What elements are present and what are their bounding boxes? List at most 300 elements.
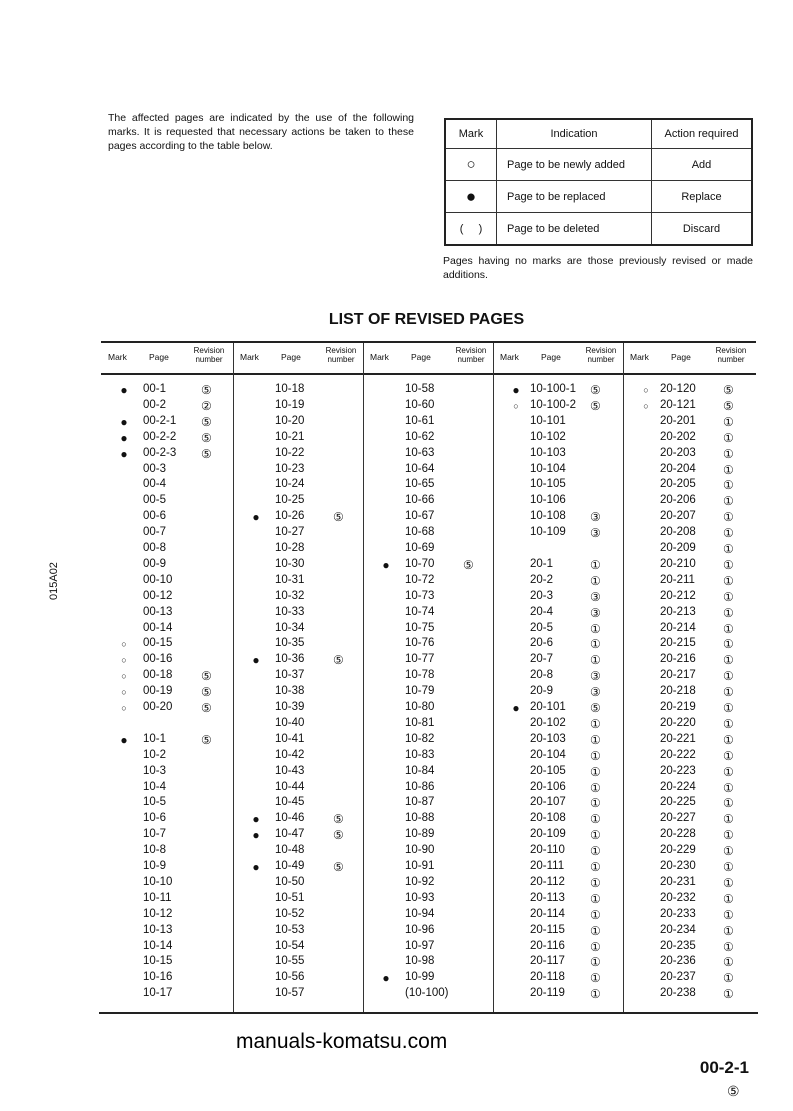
table-row: [623, 510, 754, 526]
revision-mark: ○: [121, 671, 127, 682]
table-row: [101, 940, 232, 956]
page-number: 10-11: [143, 891, 172, 904]
revision-mark: ●: [120, 430, 128, 445]
page-number: 10-86: [405, 780, 435, 793]
page-number: 20-229: [660, 844, 696, 857]
table-row: [233, 844, 364, 860]
page-number: 20-102: [530, 716, 566, 729]
table-row: [101, 844, 232, 860]
page-number: 20-217: [660, 669, 696, 682]
page-number: 20-205: [660, 478, 696, 491]
revision-number: ①: [590, 653, 601, 668]
page-number: 10-70: [405, 557, 435, 570]
page-number: 20-207: [660, 510, 696, 523]
revision-number: ⑤: [590, 398, 601, 413]
header-mark: Mark: [370, 352, 389, 362]
page-number: 10-35: [275, 637, 305, 650]
table-row: [233, 542, 364, 558]
table-row: [363, 685, 494, 701]
page-number: 20-121: [660, 398, 696, 411]
table-row: [493, 447, 624, 463]
page-number: 20-228: [660, 828, 696, 841]
revision-number: ⑤: [723, 383, 734, 397]
page-number: 10-104: [530, 462, 566, 475]
page-number: 00-2: [143, 398, 167, 411]
page-number: 00-10: [143, 573, 173, 586]
table-row: [493, 415, 624, 431]
revision-number: ①: [723, 701, 734, 715]
table-row: [493, 558, 624, 574]
table-row: [233, 653, 364, 669]
revision-number: ①: [590, 923, 601, 938]
table-row: [493, 876, 624, 892]
table-row: [493, 765, 624, 781]
page-number: 10-76: [405, 637, 435, 650]
table-row: [101, 494, 232, 510]
table-row: [493, 892, 624, 908]
page-number: 20-119: [530, 987, 565, 1000]
page-number: 10-24: [275, 478, 305, 491]
legend-action: Discard: [652, 213, 753, 246]
revision-number: ③: [590, 669, 601, 684]
table-row: [493, 749, 624, 765]
page-number: 10-55: [275, 955, 305, 968]
page-number: 10-82: [405, 732, 435, 745]
page-number: 10-79: [405, 685, 435, 698]
legend-table: [444, 118, 753, 246]
revision-number: ⑤: [201, 383, 212, 397]
page-number: 10-97: [405, 939, 435, 952]
table-row: [101, 749, 232, 765]
page-number: 10-101: [530, 414, 566, 427]
table-row: [493, 733, 624, 749]
revision-number: ①: [723, 796, 734, 811]
page-number: 10-74: [405, 605, 435, 618]
revision-number: ①: [590, 828, 601, 843]
revision-number: ⑤: [590, 383, 601, 397]
revision-number: ①: [723, 414, 734, 429]
footer-page-number: 00-2-1: [699, 1058, 749, 1077]
table-row: [623, 828, 754, 844]
table-row: [363, 749, 494, 765]
revision-number: ①: [723, 891, 734, 906]
revision-number: ①: [590, 939, 601, 954]
revision-mark: ●: [252, 653, 260, 668]
page-number: 00-9: [143, 557, 167, 570]
table-row: [493, 924, 624, 940]
table-row: [233, 717, 364, 733]
table-row: [101, 478, 232, 494]
table-row: [623, 415, 754, 431]
revision-mark: ○: [121, 639, 127, 650]
page-number: 10-37: [275, 669, 305, 682]
table-row: [233, 463, 364, 479]
table-row: [493, 653, 624, 669]
table-row: [101, 558, 232, 574]
revision-number: ①: [590, 955, 601, 970]
table-row: [493, 510, 624, 526]
page-number: 10-14: [143, 939, 173, 952]
page-number: 20-2: [530, 573, 554, 586]
header-page: Page: [281, 352, 301, 362]
page-number: 20-208: [660, 526, 696, 539]
table-row: [623, 876, 754, 892]
revision-number: ①: [590, 573, 601, 588]
page-number: 20-234: [660, 923, 696, 936]
page-number: 20-221: [660, 732, 696, 745]
page-number: 10-43: [275, 764, 305, 777]
page-number: 20-220: [660, 716, 696, 729]
page-number: 10-28: [275, 542, 305, 554]
table-row: [623, 701, 754, 717]
revision-number: ③: [590, 526, 601, 541]
table-row: [101, 526, 232, 542]
page-number: 20-215: [660, 637, 696, 650]
page-number: 10-108: [530, 510, 566, 523]
revision-number: ①: [590, 764, 601, 779]
page-number: 10-12: [143, 907, 173, 920]
revision-number: ①: [723, 939, 734, 954]
table-row: [363, 844, 494, 860]
page-number: 10-26: [275, 510, 305, 523]
table-row: [623, 765, 754, 781]
revision-number: ⑤: [333, 828, 344, 843]
table-row: [363, 908, 494, 924]
table-row: [623, 971, 754, 987]
table-row: [493, 844, 624, 860]
table-row: [623, 908, 754, 924]
legend-row: [445, 213, 752, 246]
table-row: [101, 908, 232, 924]
revision-number: ⑤: [723, 398, 734, 413]
table-row: [493, 955, 624, 971]
table-row: [363, 987, 494, 1003]
header-mark: Mark: [108, 352, 127, 362]
page-number: 10-4: [143, 780, 167, 793]
header-mark: Mark: [630, 352, 649, 362]
page-number: 10-33: [275, 605, 305, 618]
page-number: 10-36: [275, 653, 305, 666]
revision-number: ①: [590, 732, 601, 747]
table-row: [363, 860, 494, 876]
table-row: [101, 987, 232, 1003]
revision-number: ①: [723, 621, 734, 636]
table-row: [101, 574, 232, 590]
table-row: [623, 637, 754, 653]
revision-number: ①: [723, 605, 734, 620]
page-number: 00-14: [143, 621, 173, 634]
table-row: [363, 781, 494, 797]
page-number: 20-214: [660, 621, 696, 634]
page-number: 20-237: [660, 971, 696, 984]
page-number: 10-63: [405, 446, 435, 459]
table-row: [623, 733, 754, 749]
page-number: 10-13: [143, 923, 173, 936]
table-row: [233, 701, 364, 717]
page-number: 10-98: [405, 955, 435, 968]
page-number: 10-60: [405, 398, 435, 411]
page-number: 10-102: [530, 430, 566, 443]
table-row: [363, 463, 494, 479]
page-number: 10-19: [275, 398, 305, 411]
page-number: 10-23: [275, 462, 305, 475]
table-row: [493, 685, 624, 701]
revision-number: ⑤: [201, 414, 212, 429]
table-row: [493, 971, 624, 987]
page-number: 10-66: [405, 494, 435, 507]
table-row: [101, 892, 232, 908]
page-number: 10-17: [143, 987, 173, 1000]
table-row: [493, 812, 624, 828]
table-row: [233, 478, 364, 494]
table-row: [101, 765, 232, 781]
revision-mark: ●: [252, 510, 260, 525]
table-row: [623, 844, 754, 860]
page-number: 20-8: [530, 669, 554, 682]
revision-number: ⑤: [201, 446, 212, 461]
table-row: [623, 478, 754, 494]
page-number: 00-16: [143, 653, 173, 666]
page-number: 10-99: [405, 971, 435, 984]
page-number: 10-21: [275, 430, 305, 443]
page-number: 10-2: [143, 748, 167, 761]
header-page: Page: [149, 352, 169, 362]
revision-number: ⑤: [333, 653, 344, 668]
table-row: [101, 669, 232, 685]
table-row: [101, 399, 232, 415]
page-number: 00-6: [143, 510, 167, 523]
revision-number: ①: [723, 462, 734, 477]
table-row: [101, 606, 232, 622]
table-row: [233, 765, 364, 781]
legend-row: [445, 181, 752, 213]
page-number: 10-73: [405, 589, 435, 602]
table-row: [101, 733, 232, 749]
table-row: [363, 431, 494, 447]
table-row: [233, 860, 364, 876]
page-number: 10-81: [405, 716, 435, 729]
table-row: [623, 717, 754, 733]
page-number: 20-213: [660, 605, 696, 618]
page-number: 10-16: [143, 971, 173, 984]
table-row: [493, 828, 624, 844]
page-number: 10-87: [405, 796, 435, 809]
table-row: [623, 558, 754, 574]
table-row: [233, 606, 364, 622]
table-row: [363, 590, 494, 606]
table-row: [101, 622, 232, 638]
revision-number: ①: [590, 780, 601, 795]
table-row: [493, 542, 624, 558]
revision-number: ①: [590, 891, 601, 906]
page-number: 10-62: [405, 430, 435, 443]
revision-number: ①: [590, 796, 601, 811]
page-number: 10-109: [530, 526, 566, 539]
table-row: [363, 383, 494, 399]
revision-number: ①: [590, 748, 601, 763]
revision-mark: ○: [121, 687, 127, 698]
revision-number: ③: [590, 685, 601, 700]
page-number: 20-116: [530, 939, 565, 952]
table-row: [101, 924, 232, 940]
page-number: 20-7: [530, 653, 554, 666]
page-number: 10-15: [143, 955, 173, 968]
page-number: 20-107: [530, 796, 566, 809]
page-number: 00-2-3: [143, 446, 177, 459]
revision-number: ①: [723, 637, 734, 652]
table-row: [363, 971, 494, 987]
revision-number: ①: [723, 764, 734, 779]
table-row: [493, 860, 624, 876]
revision-mark: ●: [382, 971, 390, 986]
revision-number: ③: [590, 605, 601, 620]
legend-indication: Page to be newly added: [497, 149, 652, 181]
table-row: [101, 590, 232, 606]
page-number: 20-201: [660, 414, 696, 427]
table-row: [623, 812, 754, 828]
page-number: 20-231: [660, 875, 696, 888]
table-row: [363, 812, 494, 828]
page-number: 10-91: [405, 860, 435, 872]
page-number: (10-100): [405, 987, 449, 1000]
page-number: 10-6: [143, 812, 167, 825]
page-number: 20-110: [530, 844, 565, 857]
page-number: 10-84: [405, 764, 435, 777]
legend-indication: Page to be replaced: [497, 181, 652, 213]
page-number: 10-30: [275, 557, 305, 570]
page-number: 20-120: [660, 383, 696, 395]
header-revision: Revision number: [193, 346, 225, 364]
revision-mark: ○: [121, 703, 127, 713]
page-number: 00-1: [143, 383, 167, 395]
revision-number: ①: [723, 748, 734, 763]
table-row: [363, 733, 494, 749]
table-row: [493, 669, 624, 685]
page-number: 10-10: [143, 875, 173, 888]
revision-number: ⑤: [333, 812, 344, 827]
revision-number: ③: [590, 589, 601, 604]
header-revision: Revision number: [715, 346, 747, 364]
page-number: 00-13: [143, 605, 173, 618]
revision-number: ①: [723, 971, 734, 986]
revision-number: ①: [723, 907, 734, 922]
page-number: 10-49: [275, 860, 305, 872]
table-row: [493, 383, 624, 399]
page-number: 10-51: [275, 891, 305, 904]
table-row: [493, 431, 624, 447]
page-number: 10-40: [275, 716, 305, 729]
table-row: [233, 892, 364, 908]
page-number: 20-105: [530, 764, 566, 777]
page-number: 10-100-1: [530, 383, 577, 395]
page-number: 20-108: [530, 812, 566, 825]
header-revision: Revision number: [455, 346, 487, 364]
revision-number: ①: [723, 446, 734, 461]
revision-number: ①: [590, 860, 601, 874]
table-row: [493, 940, 624, 956]
revision-number: ⑤: [590, 701, 601, 715]
table-row: [233, 971, 364, 987]
page-number: 20-227: [660, 812, 696, 825]
revision-number: ⑤: [201, 732, 212, 747]
table-row: [493, 781, 624, 797]
page-number: 20-232: [660, 891, 696, 904]
page-number: 10-25: [275, 494, 305, 507]
legend-header: Mark: [445, 119, 497, 149]
table-row: [493, 526, 624, 542]
table-row: [493, 908, 624, 924]
revision-number: ①: [723, 430, 734, 445]
legend-indication: Page to be deleted: [497, 213, 652, 246]
table-row: [233, 637, 364, 653]
revision-mark: ●: [120, 732, 128, 747]
revision-number: ⑤: [201, 430, 212, 445]
revision-number: ⑤: [463, 557, 474, 572]
page-number: 20-9: [530, 685, 554, 698]
table-row: [363, 415, 494, 431]
revision-number: ①: [723, 923, 734, 938]
revision-number: ①: [723, 860, 734, 874]
table-row: [101, 781, 232, 797]
table-row: [623, 653, 754, 669]
table-row: [101, 463, 232, 479]
revision-number: ①: [723, 875, 734, 890]
page-number: 10-46: [275, 812, 305, 825]
revision-number: ⑤: [201, 685, 212, 700]
table-row: [101, 685, 232, 701]
page-number: 10-5: [143, 796, 167, 809]
page-number: 10-53: [275, 923, 305, 936]
page-number: 20-6: [530, 637, 554, 650]
page-number: 10-105: [530, 478, 566, 491]
revision-mark: ●: [252, 860, 260, 874]
revision-number: ①: [590, 844, 601, 859]
page-number: 20-109: [530, 828, 566, 841]
page-number: 20-224: [660, 780, 696, 793]
table-row: [493, 463, 624, 479]
table-row: [623, 860, 754, 876]
revision-number: ①: [723, 716, 734, 731]
header-mark: Mark: [240, 352, 259, 362]
page-number: 20-203: [660, 446, 696, 459]
table-row: [233, 590, 364, 606]
table-row: [233, 908, 364, 924]
table-row: [493, 987, 624, 1003]
table-row: [363, 494, 494, 510]
page-number: 10-92: [405, 875, 435, 888]
page-number: 00-7: [143, 526, 167, 539]
page-number: 20-222: [660, 748, 696, 761]
page-number: 20-238: [660, 987, 696, 1000]
page-number: 10-90: [405, 844, 435, 857]
table-row: [233, 431, 364, 447]
table-row: [363, 637, 494, 653]
page-number: 10-8: [143, 844, 167, 857]
page-number: 20-204: [660, 462, 696, 475]
page-number: 20-3: [530, 589, 554, 602]
revision-number: ①: [590, 812, 601, 827]
table-row: [363, 653, 494, 669]
table-row: [101, 828, 232, 844]
table-row: [623, 987, 754, 1003]
page-number: 10-68: [405, 526, 435, 539]
table-row: [233, 924, 364, 940]
table-row: [233, 669, 364, 685]
page-number: 20-202: [660, 430, 696, 443]
table-row: [363, 701, 494, 717]
revision-mark: ●: [252, 828, 260, 843]
revision-number: ①: [723, 780, 734, 795]
